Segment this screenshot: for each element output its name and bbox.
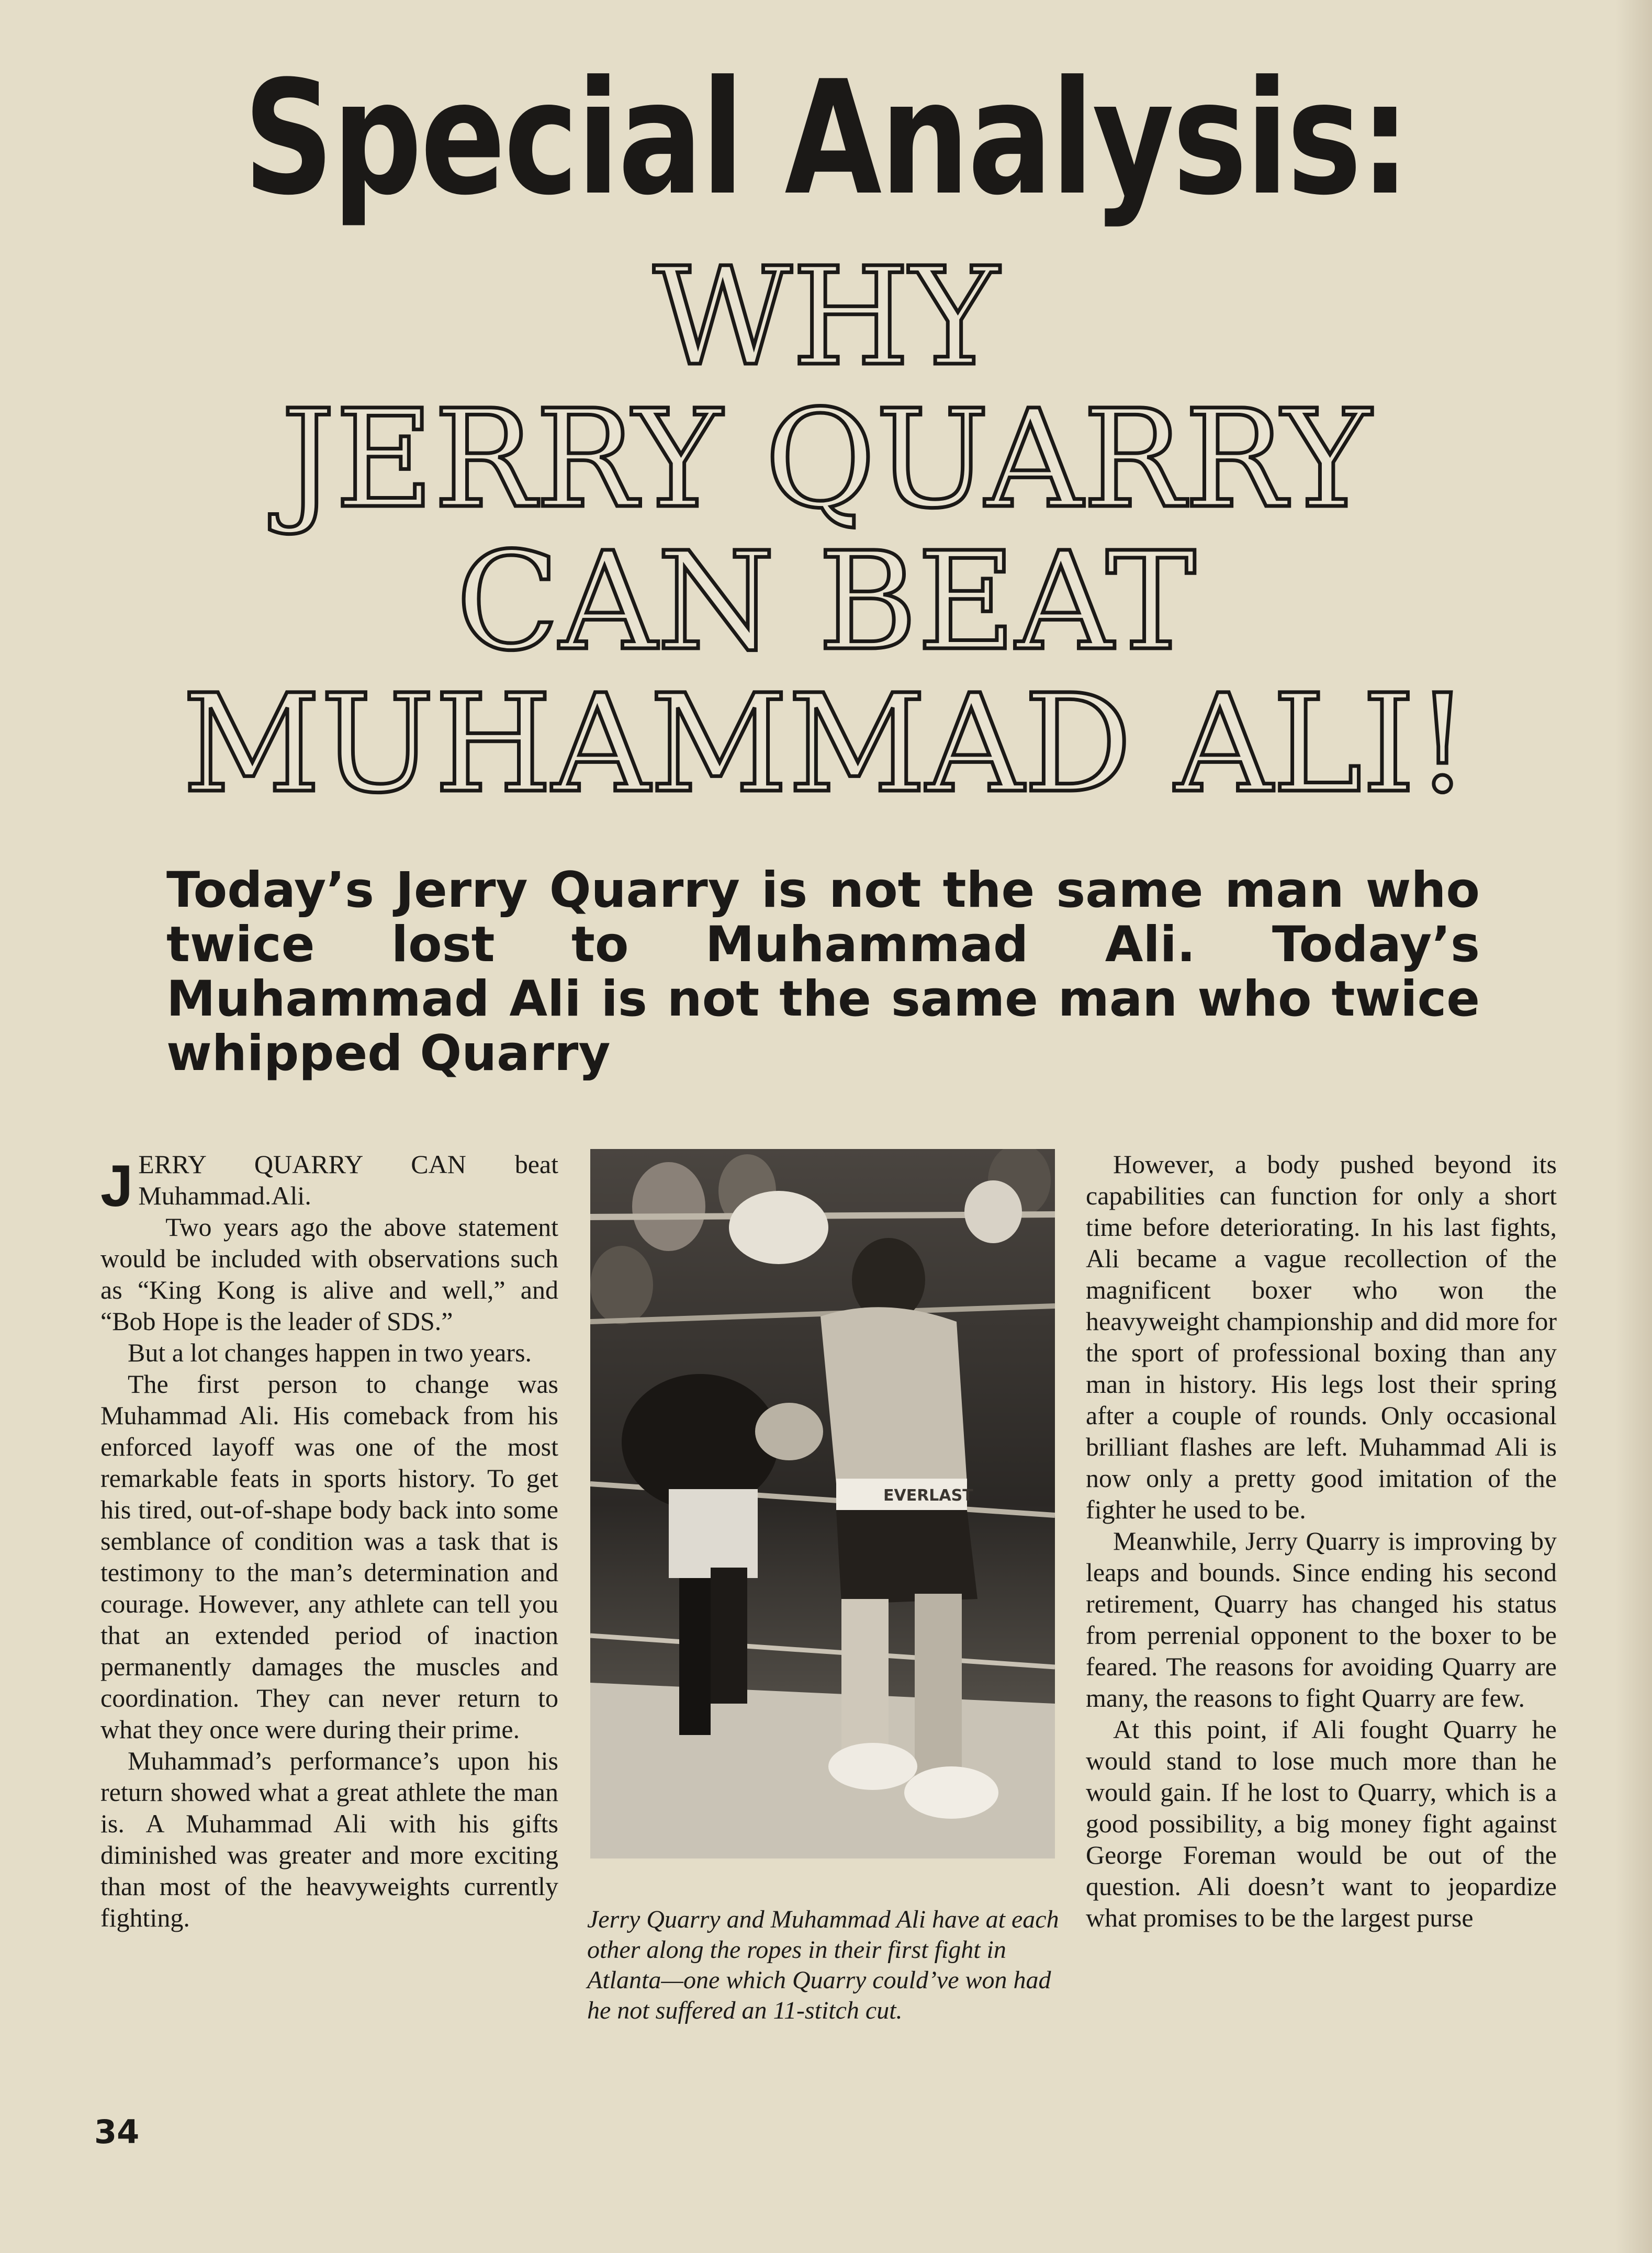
headline-line: JERRY QUARRY [281, 381, 1371, 538]
headline-line: MUHAMMAD ALI! [182, 666, 1470, 823]
drop-cap: J [100, 1153, 133, 1219]
headline-line: WHY [653, 239, 999, 396]
page-number: 34 [94, 2113, 140, 2151]
body-column-right [1086, 1148, 1557, 1933]
boxing-photo-illustration [590, 1149, 1055, 1858]
paragraph: Two years ago the above statement would be included with observations such as “King Kong is alive and well,” and “Bob Hope is the leader of SDS.” [100, 1212, 558, 1336]
deck-subtitle: Today’s Jerry Quarry is not the same man who twice lost to Muhammad Ali. Today’s Muhammad Ali is not the same man who twice whipped Quarry [166, 862, 1480, 1082]
paragraph: At this point, if Ali fought Quarry he would stand to lose much more than he would gain. If he lost to Quarry, which is a good possibility, a big money fight against George Foreman would be out of the question. Ali doesn’t want to jeopardize what promises to be the largest purse [1086, 1715, 1557, 1932]
headline [0, 239, 1652, 823]
paragraph-text: ERRY QUARRY CAN beat Muhammad.Ali. [138, 1150, 558, 1210]
boxing-photo [590, 1149, 1055, 1858]
kicker-title: Special Analysis: [243, 47, 1409, 230]
paragraph: The first person to change was Muhammad Ali. His comeback from his enforced layoff was one of the most remarkable feats in sports history. To get his tired, out-of-shape body back into some semblance of condition was a task that is testimony to the man’s determination and courage. However, any athlete can tell you that an extended period of inaction permanently damages the muscles and coordination. They can never return to what they once were during their prime. [100, 1369, 558, 1744]
paragraph: But a lot changes happen in two years. [128, 1338, 532, 1367]
paragraph [100, 1148, 558, 1219]
body-column-left [100, 1148, 558, 1933]
paragraph: Meanwhile, Jerry Quarry is improving by leaps and bounds. Since ending his second retirement, Quarry has changed his status from perrenial opponent to the boxer to be feared. The reasons for avoiding Quarry are many, the reasons to fight Quarry are few. [1086, 1526, 1557, 1713]
headline-line: CAN BEAT [456, 523, 1196, 680]
photo-caption: Jerry Quarry and Muhammad Ali have at each other along the ropes in their first fight in Atlanta—one which Quarry could’ve won had he not suffered an 11-stitch cut. [587, 1906, 1059, 2024]
trunks-label: EVERLAST [883, 1486, 973, 1505]
paragraph: However, a body pushed beyond its capabilities can function for only a short time before deteriorating. In his last fights, Ali became a vague recollection of the magnificent boxer who won the heavyweight championship and did more for the sport of professional boxing than any man in history. His legs lost their spring after a couple of rounds. Only occasional brilliant flashes are left. Muhammad Ali is now only a pretty good imitation of the fighter he used to be. [1086, 1150, 1557, 1524]
paragraph: Muhammad’s performance’s upon his return showed what a great athlete the man is. A Muhammad Ali with his gifts diminished was greater and more exciting than most of the heavyweights currently fighting. [100, 1746, 558, 1932]
